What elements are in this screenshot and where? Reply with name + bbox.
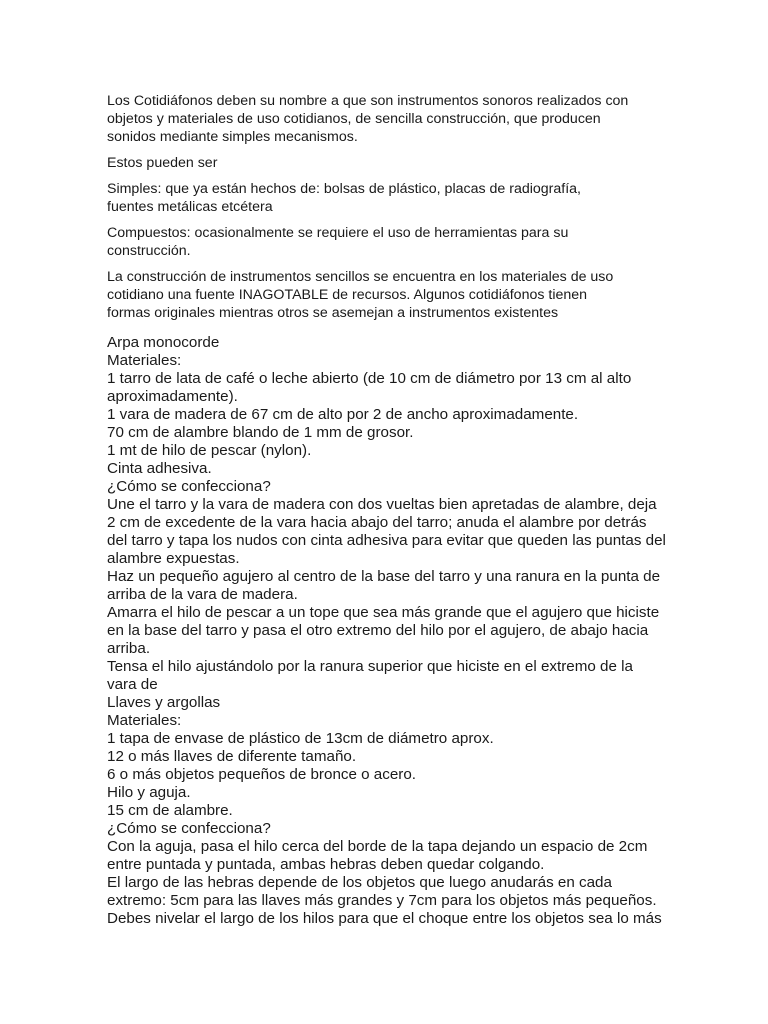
- text-line: 2 cm de excedente de la vara hacia abajo del tarro; anuda el alambre por detrás: [107, 514, 647, 531]
- text-line: ¿Cómo se confecciona?: [107, 820, 271, 837]
- instructions-section: [107, 334, 667, 928]
- text-line: objetos y materiales de uso cotidianos, de sencilla construcción, que producen: [107, 111, 601, 127]
- text-line: Materiales:: [107, 352, 182, 369]
- text-line: La construcción de instrumentos sencillos se encuentra en los materiales de uso: [107, 269, 614, 285]
- text-line: del tarro y tapa los nudos con cinta adhesiva para evitar que queden las puntas del: [107, 532, 666, 549]
- intro-section: [107, 92, 667, 322]
- text-line: Estos pueden ser: [107, 155, 218, 171]
- text-line: Amarra el hilo de pescar a un tope que sea más grande que el agujero que hiciste: [107, 604, 660, 621]
- text-line: 1 mt de hilo de pescar (nylon).: [107, 442, 312, 459]
- text-line: cotidiano una fuente INAGOTABLE de recursos. Algunos cotidiáfonos tienen: [107, 287, 588, 303]
- intro-paragraph: [107, 92, 667, 146]
- intro-paragraph: [107, 154, 667, 172]
- intro-paragraph: [107, 268, 667, 322]
- text-line: 70 cm de alambre blando de 1 mm de grosor.: [107, 424, 414, 441]
- text-line: arriba de la vara de madera.: [107, 586, 298, 603]
- text-line: Con la aguja, pasa el hilo cerca del borde de la tapa dejando un espacio de 2cm: [107, 838, 648, 855]
- text-line: arriba.: [107, 640, 151, 657]
- text-line: 12 o más llaves de diferente tamaño.: [107, 748, 357, 765]
- text-line: aproximadamente).: [107, 388, 238, 405]
- text-line: sonidos mediante simples mecanismos.: [107, 129, 358, 145]
- text-line: Debes nivelar el largo de los hilos para que el choque entre los objetos sea lo más: [107, 910, 662, 927]
- text-line: El largo de las hebras depende de los objetos que luego anudarás en cada: [107, 874, 612, 891]
- text-line: Une el tarro y la vara de madera con dos vueltas bien apretadas de alambre, deja: [107, 496, 657, 513]
- text-line: Haz un pequeño agujero al centro de la base del tarro y una ranura en la punta de: [107, 568, 661, 585]
- text-line: 15 cm de alambre.: [107, 802, 233, 819]
- intro-paragraph: [107, 180, 667, 216]
- text-line: Tensa el hilo ajustándolo por la ranura superior que hiciste en el extremo de la: [107, 658, 633, 675]
- text-line: Los Cotidiáfonos deben su nombre a que son instrumentos sonoros realizados con: [107, 93, 629, 109]
- text-line: 1 tarro de lata de café o leche abierto (de 10 cm de diámetro por 13 cm al alto: [107, 370, 632, 387]
- text-line: 6 o más objetos pequeños de bronce o acero.: [107, 766, 417, 783]
- intro-paragraph: [107, 224, 667, 260]
- text-line: 1 tapa de envase de plástico de 13cm de diámetro aprox.: [107, 730, 494, 747]
- text-line: Compuestos: ocasionalmente se requiere el uso de herramientas para su: [107, 225, 569, 241]
- text-line: Hilo y aguja.: [107, 784, 191, 801]
- text-line: vara de: [107, 676, 158, 693]
- section-heading: Arpa monocorde: [107, 334, 220, 351]
- text-line: Simples: que ya están hechos de: bolsas de plástico, placas de radiografía,: [107, 181, 581, 197]
- text-line: Cinta adhesiva.: [107, 460, 212, 477]
- text-line: en la base del tarro y pasa el otro extremo del hilo por el agujero, de abajo hacia: [107, 622, 649, 639]
- text-line: entre puntada y puntada, ambas hebras deben quedar colgando.: [107, 856, 545, 873]
- section-heading: Llaves y argollas: [107, 694, 221, 711]
- text-line: Materiales:: [107, 712, 182, 729]
- text-line: formas originales mientras otros se asemejan a instrumentos existentes: [107, 305, 559, 321]
- text-line: construcción.: [107, 243, 191, 259]
- text-line: ¿Cómo se confecciona?: [107, 478, 271, 495]
- text-line: extremo: 5cm para las llaves más grandes y 7cm para los objetos más pequeños.: [107, 892, 657, 909]
- text-line: 1 vara de madera de 67 cm de alto por 2 de ancho aproximadamente.: [107, 406, 579, 423]
- document-page: [107, 92, 667, 928]
- text-line: fuentes metálicas etcétera: [107, 199, 273, 215]
- text-line: alambre expuestas.: [107, 550, 240, 567]
